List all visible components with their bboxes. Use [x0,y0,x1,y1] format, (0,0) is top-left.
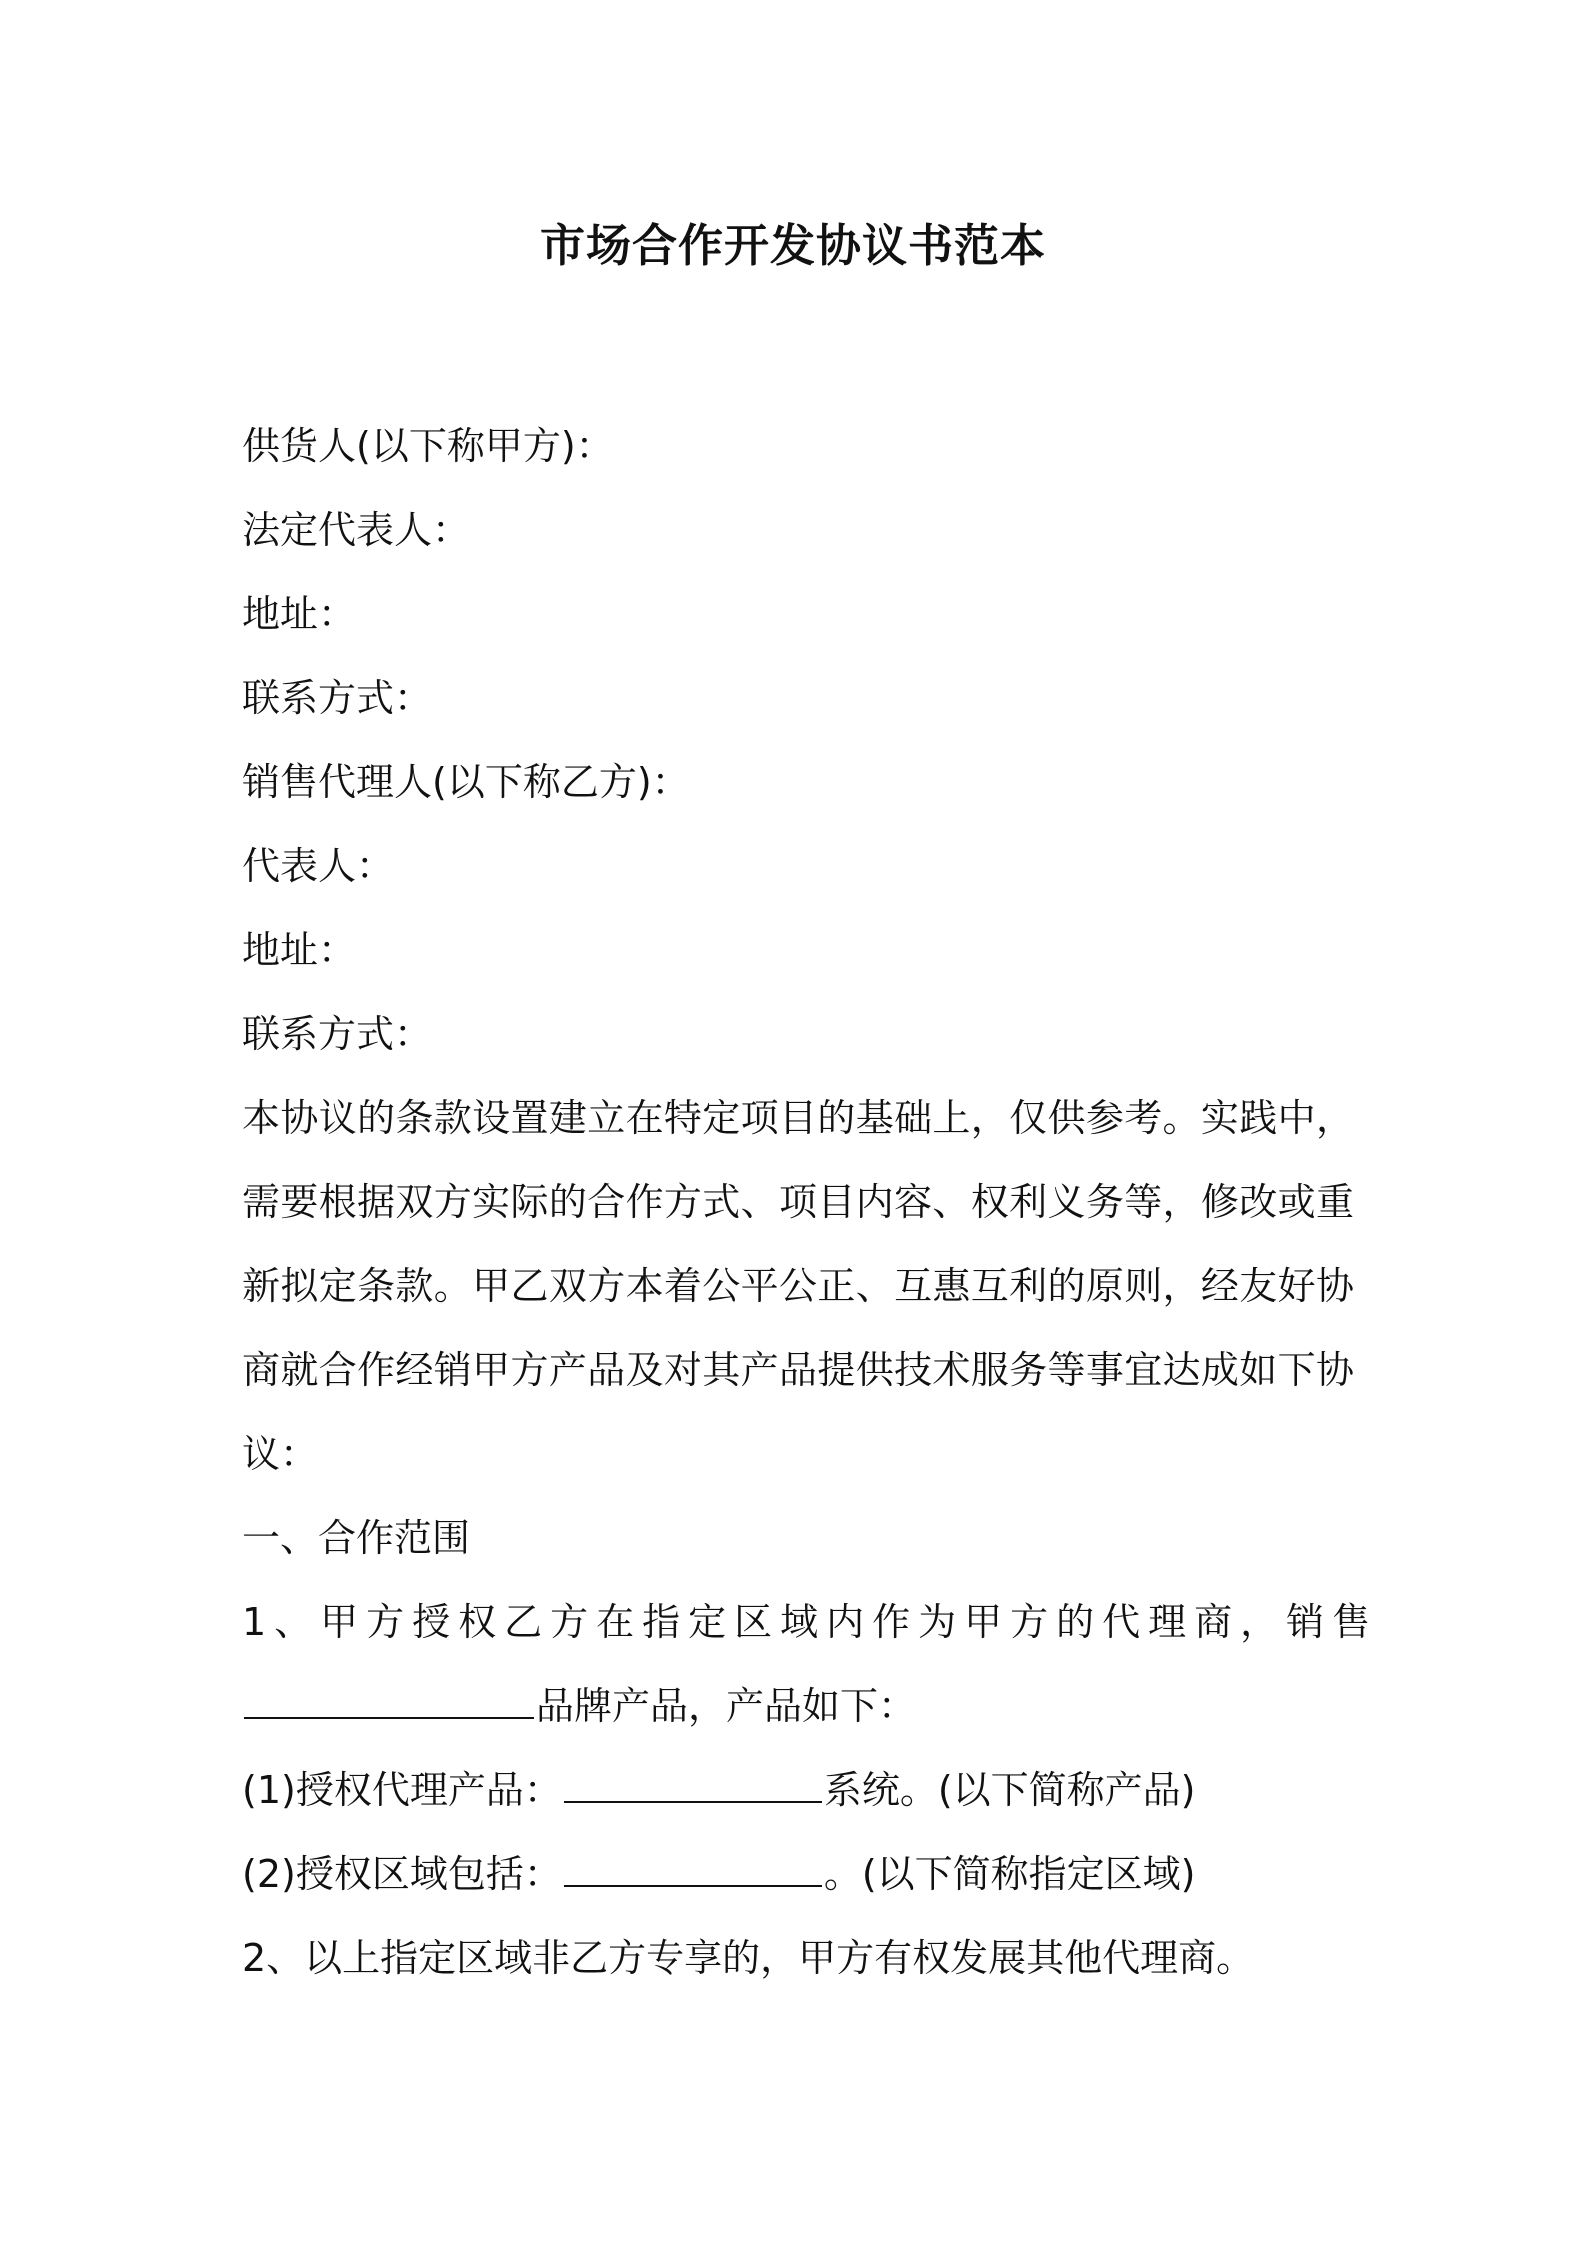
supplier-address-label: 地址： [242,592,357,636]
document-title: 市场合作开发协议书范本 [539,219,1046,272]
authorized-product-prefix: (1)授权代理产品： [242,1768,562,1812]
document-body [242,404,1379,2000]
agent-label: 销售代理人(以下称乙方)： [242,760,690,804]
clause-1-line-2-text: 品牌产品，产品如下： [536,1684,917,1728]
authorized-region-prefix: (2)授权区域包括： [242,1852,562,1896]
brand-blank-field [244,1683,534,1719]
authorized-product-suffix: 系统。(以下简称产品) [823,1768,1196,1812]
authorized-region-suffix: 。(以下简称指定区域) [823,1852,1196,1896]
agent-representative-label: 代表人： [242,844,395,888]
agent-contact-label: 联系方式： [242,1012,433,1056]
supplier-contact-label: 联系方式： [242,676,433,720]
agent-address-label: 地址： [242,928,357,972]
clause-1-line-2 [242,1664,1354,1748]
region-blank-field [564,1851,822,1887]
clause-2: 2、以上指定区域非乙方专享的，甲方有权发展其他代理商。 [242,1936,1255,1980]
legal-representative-label: 法定代表人： [242,508,471,552]
supplier-label: 供货人(以下称甲方)： [242,424,614,468]
product-blank-field [564,1767,822,1803]
preamble-paragraph: 本协议的条款设置建立在特定项目的基础上，仅供参考。实践中，需要根据双方实际的合作方式、项目内容、权利义务等，修改或重新拟定条款。甲乙双方本着公平公正、互惠互利的原则，经友好协商就合作经销甲方产品及对其产品提供技术服务等事宜达成如下协议： [242,1096,1354,1476]
clause-1-line-1: 1、甲方授权乙方在指定区域内作为甲方的代理商，销售 [242,1600,1379,1644]
section-heading-cooperation-scope: 一、合作范围 [242,1516,471,1560]
authorized-product-item [242,1748,1354,1832]
authorized-region-item [242,1832,1354,1916]
